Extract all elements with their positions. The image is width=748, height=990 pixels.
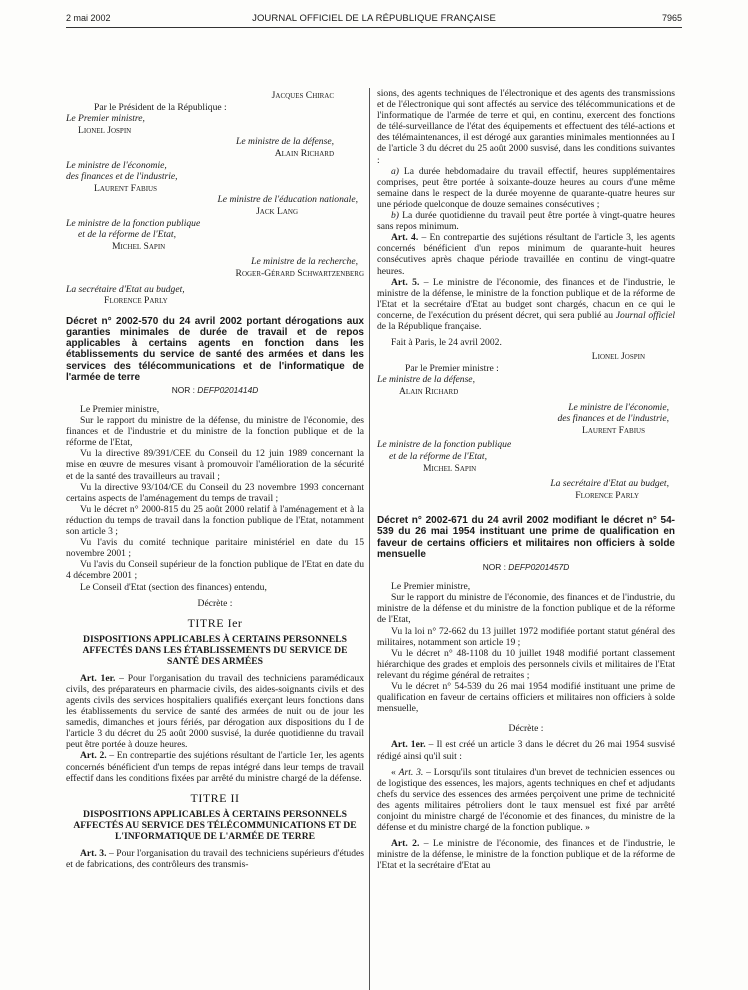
condition-a: a) La durée hebdomadaire du travail effectif, heures supplémentaires comprises, peut être portée à soixante-douze heures au cours d'une même semaine dans le respect de la durée moyenne de quarante-quatre heures sur une période quelconque de douze semaines consécutives ; [377, 165, 675, 210]
nor-code-671: DEFP0201457D [508, 562, 570, 573]
titre-2: TITRE II [190, 790, 240, 805]
rech-title: Le ministre de la recherche, [251, 256, 358, 268]
eco-title-1: Le ministre de l'économie, [66, 159, 167, 171]
fp-title-1: Le ministre de la fonction publique [66, 217, 201, 229]
par-president: Par le Président de la République : [94, 101, 227, 113]
article-3-570: Art. 3. – Pour l'organisation du travail des techniciens supérieurs d'études et de fabrications, des contrôleurs des transmis- [66, 847, 364, 870]
article-2-671: Art. 2. – Le ministre de l'économie, des finances et de l'industrie, le ministre de la défense, le ministre de la fonction publique et de la réforme de l'Etat et la secrétaire d'Etat au [377, 838, 675, 872]
r-eco-title-1: Le ministre de l'économie, [568, 401, 669, 413]
decret-671-title: Décret n° 2002-671 du 24 avril 2002 modifiant le décret n° 54-539 du 26 mai 1954 instituant une prime de qualification en faveur de certains officiers et militaires non officiers à solde mensuelle [377, 515, 675, 560]
edu-name: Jack Lang [256, 205, 298, 217]
titre-2-subtitle: DISPOSITIONS APPLICABLES À CERTAINS PERSONNELS AFFECTÉS AU SERVICE DES TÉLÉCOMMUNICATIONS ET DE L'INFORMATIQUE DE L'ARMÉE DE TERRE [73, 808, 357, 842]
visa-comite: Vu l'avis du comité technique paritaire ministériel en date du 15 novembre 2001 ; [66, 537, 364, 560]
decret-570-title: Décret n° 2002-570 du 24 avril 2002 portant dérogations aux garanties minimales de durée de travail et de repos applicables à certains agents en fonction dans les établissements du service de santé des armées et dans les services des télécommunications et de l'informatique de l'armée de terre [66, 315, 364, 383]
r-eco-title-2: des finances et de l'industrie, [557, 413, 669, 425]
article-3-quote: « Art. 3. – Lorsqu'ils sont titulaires d'un brevet de technicien essences ou de logistique des essences, les majors, agents techniques en chef et adjudants chefs du service des essences des armées perçoivent une prime de technicité des agents militaires pétroliers dont le taux mensuel est fixé par arrêté conjoint du ministre chargé de l'économie et des finances, du ministre de la défense et du ministre chargé de la fonction publique. » [377, 766, 675, 834]
titre-1-subtitle: DISPOSITIONS APPLICABLES À CERTAINS PERSONNELS AFFECTÉS DANS LES ÉTABLISSEMENTS DU SERVICE DE SANTÉ DES ARMÉES [82, 633, 348, 667]
r-fp-title-1: Le ministre de la fonction publique [377, 439, 512, 451]
par-premier-ministre: Par le Premier ministre : [405, 362, 499, 374]
budget-name: Florence Parly [104, 295, 168, 307]
fp-title-2: et de la réforme de l'Etat, [78, 229, 176, 241]
r-def-name: Alain Richard [399, 385, 459, 397]
visa-671-loi-1972: Vu la loi n° 72-662 du 13 juillet 1972 modifiée portant statut général des militaires, notamment son article 19 ; [377, 625, 675, 648]
edu-title: Le ministre de l'éducation nationale, [217, 194, 358, 206]
visa-conseil-etat: Le Conseil d'Etat (section des finances) entendu, [80, 581, 267, 593]
fait-a-paris: Fait à Paris, le 24 avril 2002. [391, 337, 502, 349]
visa-directive-1989: Vu la directive 89/391/CEE du Conseil du 12 juin 1989 concernant la mise en œuvre de mesures visant à promouvoir l'amélioration de la sécurité et de la santé des travailleurs au travail ; [66, 448, 364, 482]
decrete-671: Décrète : [508, 723, 544, 735]
r-def-title: Le ministre de la défense, [377, 374, 475, 386]
rech-name: Roger-Gérard Schwartzenberg [235, 267, 364, 279]
fp-name: Michel Sapin [112, 240, 166, 252]
titre-1: TITRE Ier [187, 615, 243, 630]
visa-decret-2000: Vu le décret n° 2000-815 du 25 août 2000 relatif à l'aménagement et à la réduction du temps de travail dans la fonction publique de l'Etat, notamment son article 3 ; [66, 503, 364, 538]
visa-directive-1993: Vu la directive 93/104/CE du Conseil du 23 novembre 1993 concernant certains aspects de l'aménagement du temps de travail ; [66, 481, 364, 504]
visa-671-decret-1948: Vu le décret n° 48-1108 du 10 juillet 1948 modifié portant classement hiérarchique des grades et emplois des personnels civils et militaires de l'Etat relevant du régime général de retraites ; [377, 647, 675, 681]
left-column [66, 90, 364, 990]
signature-jospin: Lionel Jospin [591, 351, 645, 363]
r-budget-name: Florence Parly [575, 489, 639, 501]
budget-title: La secrétaire d'Etat au budget, [66, 283, 185, 295]
nor-code-570: DEFP0201414D [197, 384, 259, 395]
def-title: Le ministre de la défense, [236, 136, 334, 148]
r-budget-title: La secrétaire d'Etat au budget, [550, 478, 669, 490]
eco-title-2: des finances et de l'industrie, [66, 171, 178, 183]
article-3-continuation: sions, des agents techniques de l'électronique et des agents des transmissions et de l'électronique qui sont affectés au service des télécommunications et de l'informatique de l'armée de terre et qui, en continu, exercent des fonctions de télé-surveillance de l'état des équipements et effectuent des télé-actions et des télémaintenances, il est dérogé aux garanties minimales mentionnées au I de l'article 3 du décret du 25 août 2000 susvisé, dans les conditions suivantes : [377, 88, 675, 166]
signature-chirac: Jacques Chirac [271, 90, 334, 101]
article-1-671: Art. 1er. – Il est créé un article 3 dans le décret du 26 mai 1954 susvisé rédigé ainsi qu'il suit : [377, 739, 675, 762]
pm-name: Lionel Jospin [78, 124, 132, 136]
nor-line-671: NOR : DEFP0201457D [482, 562, 570, 573]
article-4-570: Art. 4. – En contrepartie des sujétions résultant de l'article 3, les agents concernés bénéficient d'un repos minimum de quarante-huit heures consécutives après chaque période travaillée en continu de vingt-quatre heures. [377, 232, 675, 277]
r-fp-title-2: et de la réforme de l'Etat, [389, 450, 487, 462]
visa-premier-ministre: Le Premier ministre, [80, 404, 160, 415]
header-date: 2 mai 2002 [66, 13, 111, 23]
article-1-570: Art. 1er. – Pour l'organisation du travail des techniciens paramédicaux civils, des préparateurs en pharmacie civils, des aides-soignants civils et des agents civils des services hospitaliers qualifiés exerçant leurs fonctions dans les établissements du service de santé des armées de nuit ou de jour les samedis, dimanches et jours fériés, par dérogation aux dispositions du I de l'article 3 du décret du 25 août 2000 susvisé, la durée quotidienne du travail peut être portée à douze heures. [66, 672, 364, 751]
right-column [377, 88, 675, 990]
column-divider [369, 88, 370, 990]
pm-title: Le Premier ministre, [66, 113, 145, 125]
header-page-number: 7965 [661, 13, 682, 23]
decrete-570: Décrète : [197, 597, 233, 609]
visa-rapport: Sur le rapport du ministre de la défense, du ministre de l'économie, des finances et de l'industrie et du ministre de la fonction publique et de la réforme de l'Etat, [66, 415, 364, 449]
page-header [66, 13, 682, 28]
article-2-570: Art. 2. – En contrepartie des sujétions résultant de l'article 1er, les agents concernés bénéficient d'un temps de repas intégré dans leur temps de travail effectif dans les conditions fixées par arrêté du ministre chargé de la défense. [66, 750, 364, 784]
r-fp-name: Michel Sapin [423, 462, 477, 474]
def-name: Alain Richard [274, 147, 334, 159]
nor-line-570: NOR : DEFP0201414D [171, 384, 259, 395]
eco-name: Laurent Fabius [94, 182, 157, 194]
visa-671-decret-1954: Vu le décret n° 54-539 du 26 mai 1954 modifié instituant une prime de qualification en faveur de certains officiers et militaires non officiers à solde mensuelle, [377, 681, 675, 715]
header-journal-title: JOURNAL OFFICIEL DE LA RÉPUBLIQUE FRANÇAISE [252, 13, 496, 24]
visa-671-premier-ministre: Le Premier ministre, [391, 581, 471, 593]
r-eco-name: Laurent Fabius [582, 424, 645, 436]
condition-b: b) La durée quotidienne du travail peut être portée à vingt-quatre heures sans repos minimum. [377, 210, 675, 233]
article-5-570: Art. 5. – Le ministre de l'économie, des finances et de l'industrie, le ministre de la défense, le ministre de la fonction publique et de la réforme de l'Etat et la secrétaire d'Etat au budget sont chargés, chacun en ce qui le concerne, de l'exécution du présent décret, qui sera publié au Journal officiel de la République française. [377, 276, 675, 332]
visa-671-rapport: Sur le rapport du ministre de l'économie, des finances et de l'industrie, du ministre de la défense et du ministre de la fonction publique et de la réforme de l'Etat, [377, 592, 675, 626]
visa-conseil-superieur: Vu l'avis du Conseil supérieur de la fonction publique de l'Etat en date du 4 décembre 2001 ; [66, 559, 364, 582]
